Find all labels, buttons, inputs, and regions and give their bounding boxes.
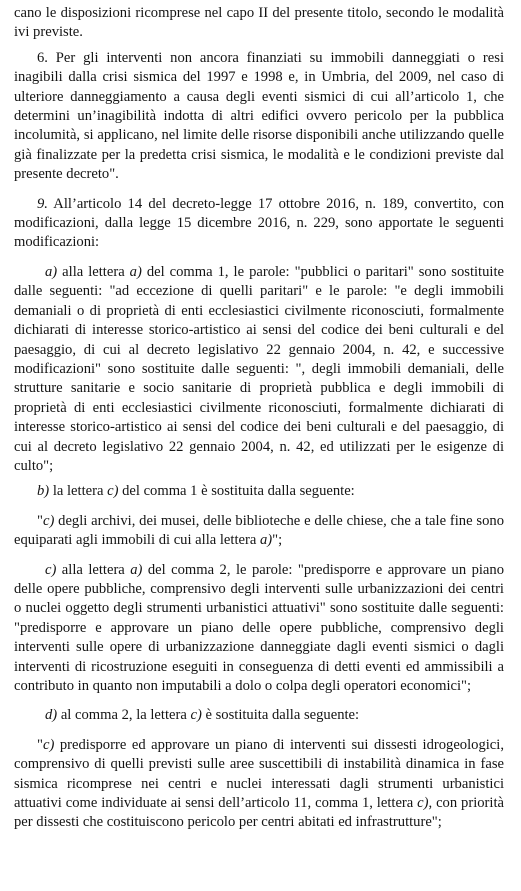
item-d-text-1: al comma 2, la lettera bbox=[57, 707, 191, 724]
quote-d-text-1: predisporre ed approvare un piano di interventi sui dissesti idrogeologici, comprensivo di quelli previsti sulle aree suscettibili di instabilità dinamica in fase sismica ricomprese nei centri e nuclei interessati dagli strumenti urbanistici attuativi come individuate ai sensi dell’articolo 11, comma 1, lettera bbox=[14, 736, 504, 812]
quote-b-letter: c) bbox=[42, 512, 55, 529]
item-a-ref: a) bbox=[129, 263, 142, 280]
item-a bbox=[14, 263, 504, 476]
item-c-ref: a) bbox=[130, 561, 143, 578]
quote-b-text-1: degli archivi, dei musei, delle biblioteche e delle chiese, che a tale fine sono equiparati agli immobili di cui alla lettera bbox=[14, 512, 504, 549]
quote-b-text-2: "; bbox=[272, 532, 283, 549]
quote-d-text-2: , con priorità per dissesti che costituiscono pericolo per centri abitati ed infrastrutture"; bbox=[14, 795, 504, 831]
item-d-letter: d) bbox=[45, 707, 58, 724]
item-c-text-2: del comma 2, le parole: "predisporre e approvare un piano delle opere pubbliche, comprensivo degli interventi sulle urbanizzazioni dei centri o nuclei oggetto degli strumenti urbanistici attuativi" sono sostituite dalle seguenti: "predisporre e approvare un piano delle opere pubbliche, comprensivo degli interventi sulle opere di urbanizzazione danneggiate dagli eventi sismici o dagli interventi di ricostruzione eseguiti in conseguenza di detti eventi ed ammissibili a contributo in quanto non imputabili a dolo o colpa degli operatori economici"; bbox=[14, 561, 504, 694]
quote-d-open: " bbox=[37, 736, 43, 753]
item-a-letter: a) bbox=[45, 263, 58, 280]
quote-d bbox=[14, 736, 504, 833]
paragraph-6: 6. Per gli interventi non ancora finanziati su immobili danneggiati o resi inagibili dalla crisi sismica del 1997 e 1998 e, in Umbria, del 2009, nel caso di ulteriore danneggiamento a causa degli eventi sismici di cui all’articolo 1, che determini un’inagibilità indotta di altri edifici ovvero pericolo per la pubblica incolumità, si applicano, nel limite delle risorse disponibili anche utilizzando quelle già finalizzate per la predetta crisi sismica, le modalità e le condizioni previste dal presente decreto". bbox=[14, 49, 504, 183]
item-b-letter: b) bbox=[37, 483, 50, 500]
quote-b-open: " bbox=[37, 512, 43, 529]
continuation-text: cano le disposizioni ricomprese nel capo II del presente titolo, secondo le modalità ivi previste. bbox=[14, 5, 504, 41]
item-b-text-1: la lettera bbox=[49, 483, 108, 500]
item-b bbox=[14, 482, 504, 501]
item-c-text-1: alla lettera bbox=[56, 561, 131, 578]
paragraph-9-number: 9. bbox=[37, 195, 48, 212]
item-c bbox=[14, 561, 504, 697]
item-b-ref: c) bbox=[107, 483, 119, 500]
item-b-text-2: del comma 1 è sostituita dalla seguente: bbox=[118, 483, 355, 500]
item-a-text-1: alla lettera bbox=[57, 263, 130, 280]
item-d bbox=[14, 706, 504, 725]
quote-b-ref: a) bbox=[260, 532, 273, 549]
item-d-ref: c) bbox=[190, 707, 202, 724]
item-a-text-2: del comma 1, le parole: "pubblici o paritari" sono sostituite dalle seguenti: "ad eccezione di quelli paritari" e le parole: "e degli immobili demaniali o di proprietà di enti ecclesiastici civilmente riconosciuti, formalmente dichiarati di interesse storico-artistico ai sensi del codice dei beni culturali e del paesaggio, di cui al decreto legislativo 22 gennaio 2004, n. 42, e successive modificazioni" sono sostituite dalle seguenti: ", degli immobili demaniali, delle strutture sanitarie e socio sanitarie di proprietà pubblica e degli immobili di proprietà di enti ecclesiastici civilmente riconosciuti, formalmente dichiarati di interesse storico-artistico ai sensi del codice dei beni culturali e del paesaggio, di cui al decreto legislativo 22 gennaio 2004, n. 42, ed utilizzati per le esigenze di culto"; bbox=[14, 263, 504, 474]
quote-d-ref: c) bbox=[417, 795, 429, 812]
paragraph-9 bbox=[14, 195, 504, 253]
quote-b bbox=[14, 512, 504, 551]
item-d-text-2: è sostituita dalla seguente: bbox=[201, 707, 360, 724]
item-c-letter: c) bbox=[45, 561, 57, 578]
paragraph-9-text: All’articolo 14 del decreto-legge 17 ottobre 2016, n. 189, convertito, con modificazioni, dalla legge 15 dicembre 2016, n. 229, sono apportate le seguenti modificazioni: bbox=[14, 195, 504, 251]
quote-d-letter: c) bbox=[42, 736, 55, 753]
